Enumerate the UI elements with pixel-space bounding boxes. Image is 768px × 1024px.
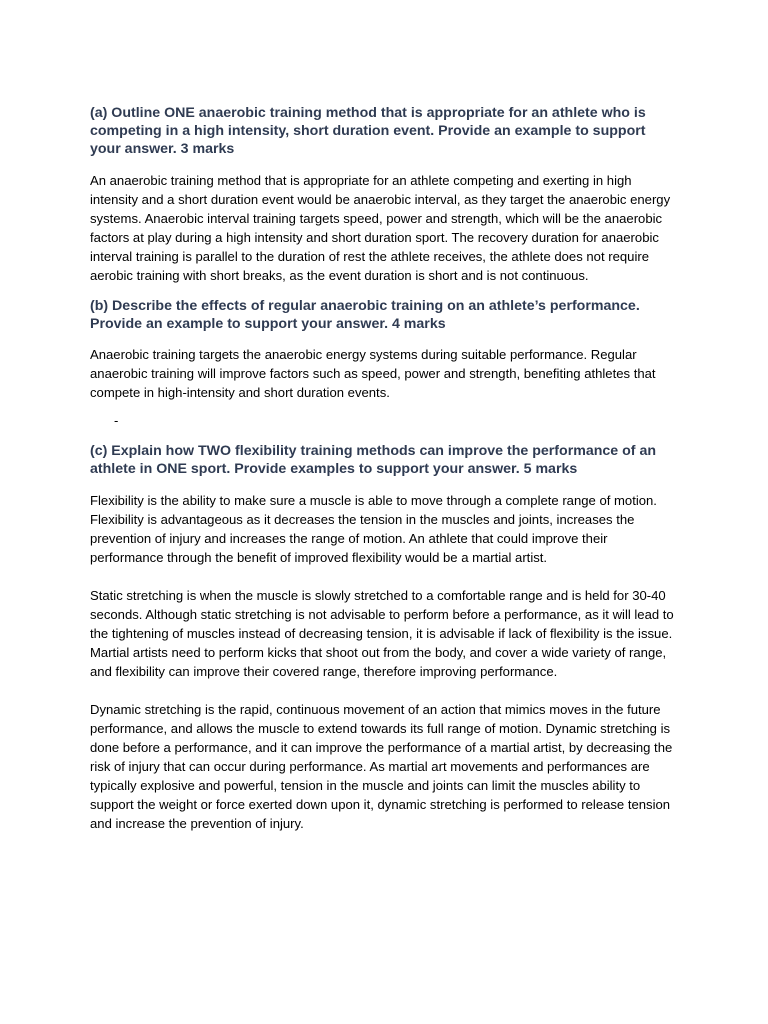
question-a-answer: An anaerobic training method that is appropriate for an athlete competing and exerting in high intensity and a short duration event would be anaerobic interval, as they target the anaerobic energy systems. Anaerobic interval training targets speed, power and strength, which will be the anaerobic factors at play during a high intensity and short duration sport. The recovery duration for anaerobic interval training is parallel to the duration of rest the athlete receives, the athlete does not require aerobic training with short breaks, as the event duration is short and is not continuous. [90,173,671,283]
question-c-heading: (c) Explain how TWO flexibility training methods can improve the performance of an athlete in ONE sport. Provide examples to support your answer. 5 marks [90,443,657,477]
question-c-paragraph-static-stretching: Static stretching is when the muscle is slowly stretched to a comfortable range and is held for 30-40 seconds. Although static stretching is not advisable to perform before a performance, as it will lead to the tightening of muscles instead of decreasing tension, it is advisable if lack of flexibility is the issue. Martial artists need to perform kicks that shoot out from the body, and cover a wide variety of range, and flexibility can improve their covered range, therefore improving performance. [90,588,674,679]
question-b-answer: Anaerobic training targets the anaerobic energy systems during suitable performance. Regular anaerobic training will improve factors such as speed, power and strength, benefiting athletes that compete in high-intensity and short duration events. [90,347,656,400]
list-bullet: - [114,413,119,428]
question-c-paragraph-flexibility: Flexibility is the ability to make sure a muscle is able to move through a complete range of motion. Flexibility is advantageous as it decreases the tension in the muscles and joints, increases the prevention of injury and increases the range of motion. An athlete that could improve their performance through the benefit of improved flexibility would be a martial artist. [90,493,657,565]
document-page [90,104,680,833]
question-b-heading: (b) Describe the effects of regular anaerobic training on an athlete’s performance. Provide an example to support your answer. 4 marks [90,298,640,332]
question-a-heading: (a) Outline ONE anaerobic training method that is appropriate for an athlete who is competing in a high intensity, short duration event. Provide an example to support your answer. 3 marks [90,105,646,157]
question-c-paragraph-dynamic-stretching: Dynamic stretching is the rapid, continuous movement of an action that mimics moves in the future performance, and allows the muscle to extend towards its full range of motion. Dynamic stretching is done before a performance, and it can improve the performance of a martial artist, by decreasing the risk of injury that can occur during performance. As martial art movements and performances are typically explosive and powerful, tension in the muscle and joints can limit the muscles ability to support the weight or force exerted down upon it, dynamic stretching is performed to release tension and increase the prevention of injury. [90,702,673,831]
